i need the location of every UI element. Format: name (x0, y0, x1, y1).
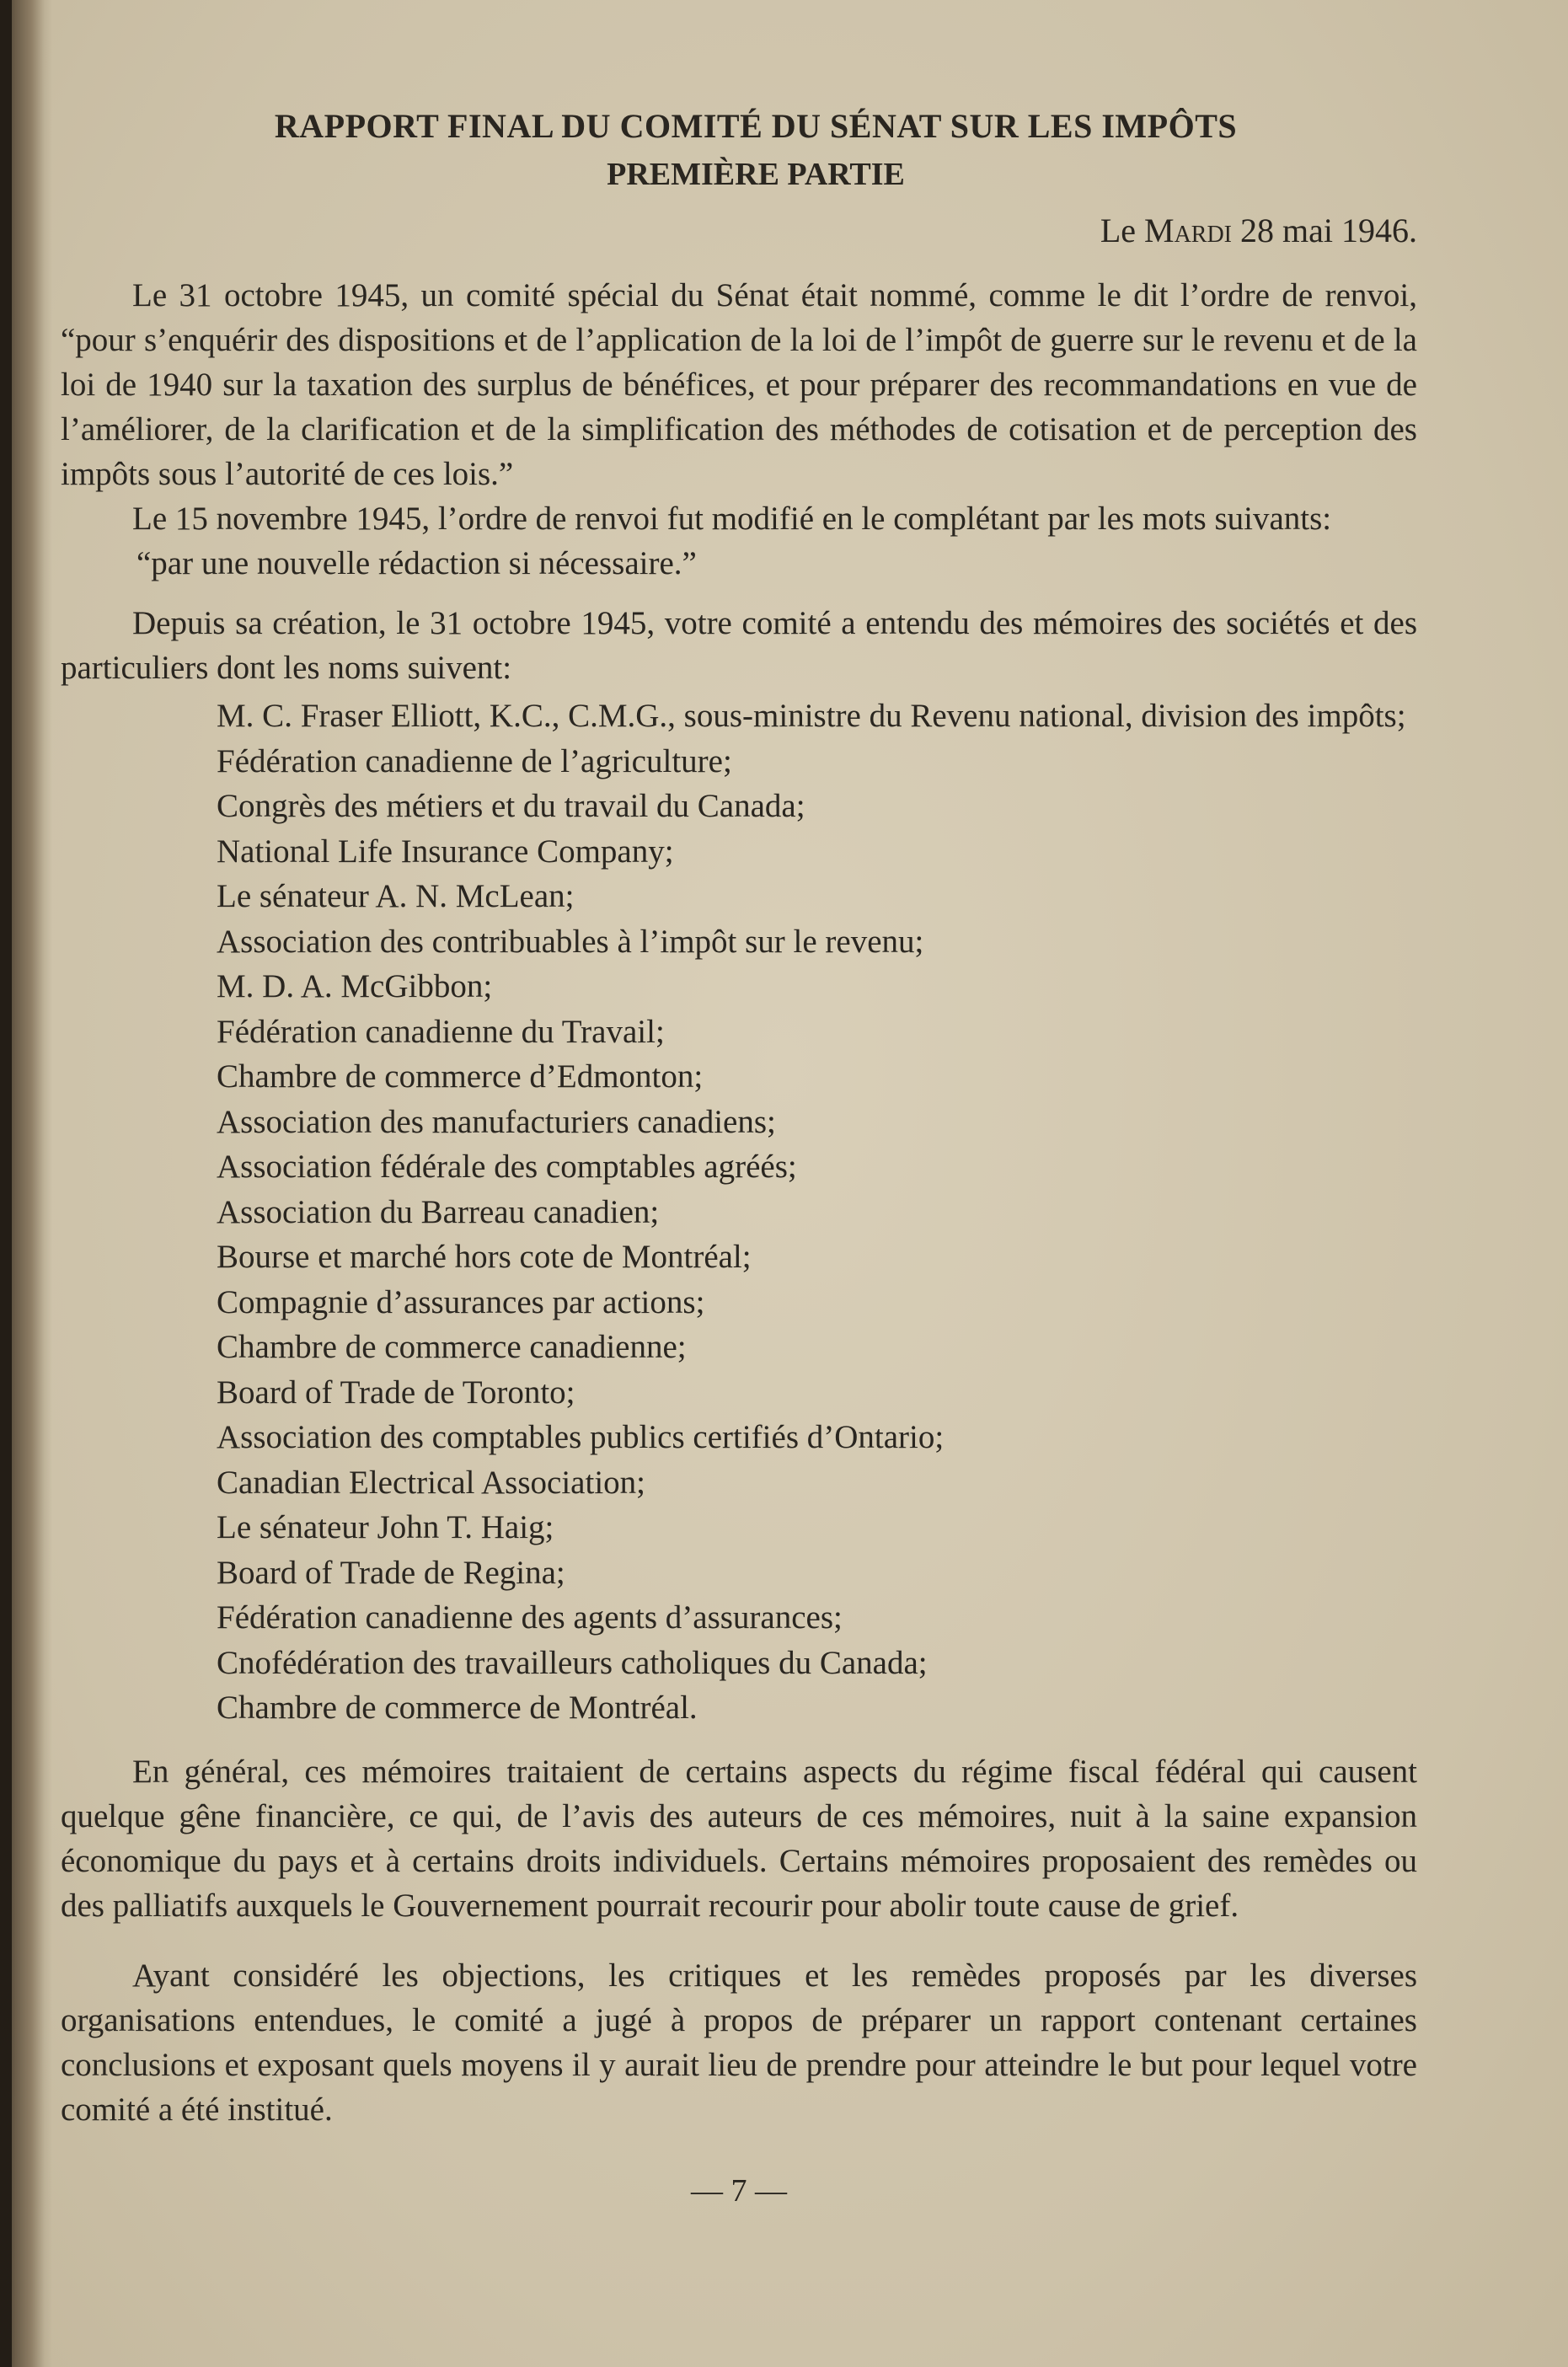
witness-list-item: Cnofédération des travailleurs catholiques du Canada; (217, 1644, 928, 1681)
dateline-prefix: Le (1100, 212, 1144, 249)
witness-list-item: Chambre de commerce d’Edmonton; (217, 1058, 704, 1095)
page-number: — 7 — (691, 2172, 787, 2209)
page-content (61, 101, 1417, 2209)
witness-list-item: Association fédérale des comptables agréés; (217, 1149, 797, 1185)
dateline-weekday: Mardi (1144, 212, 1233, 249)
witness-list-item: Fédération canadienne du Travail; (217, 1013, 665, 1050)
dateline-date: 28 mai 1946. (1232, 212, 1417, 249)
paragraph-amendment: Le 15 novembre 1945, l’ordre de renvoi fut modifié en le complétant par les mots suivants: (132, 501, 1332, 537)
witness-list-item: Association des comptables publics certifiés d’Ontario; (217, 1419, 945, 1455)
book-spine-edge (0, 0, 12, 2367)
book-binding-shadow (0, 0, 52, 2367)
witness-list-item: Compagnie d’assurances par actions; (217, 1283, 705, 1320)
witness-list-item: M. C. Fraser Elliott, K.C., C.M.G., sous-ministre du Revenu national, division des impôts; (217, 698, 1406, 734)
witness-list-item: Association du Barreau canadien; (217, 1193, 660, 1230)
witness-list (217, 693, 1417, 1731)
paragraph-order-of-reference: Le 31 octobre 1945, un comité spécial du Sénat était nommé, comme le dit l’ordre de renvoi, “pour s’enquérir des dispositions et de l’application de la loi de l’impôt de guerre sur le revenu et de la loi de 1940 sur la taxation des surplus de bénéfices, et pour préparer des recommandations en vue de l’améliorer, de la clarification et de la simplification des méthodes de cotisation et de perception des impôts sous l’autorité de ces lois.” (61, 277, 1417, 492)
witness-list-item: Board of Trade de Regina; (217, 1554, 565, 1591)
witness-list-item: Congrès des métiers et du travail du Canada; (217, 788, 805, 824)
witness-list-item: Canadian Electrical Association; (217, 1464, 645, 1501)
document-subtitle: PREMIÈRE PARTIE (607, 157, 905, 192)
dateline (61, 207, 1417, 254)
paragraph-general-summary: En général, ces mémoires traitaient de certains aspects du régime fiscal fédéral qui causent quelque gêne financière, ce qui, de l’avis des auteurs de ces mémoires, nuit à la saine expansion économique du pays et à certains droits individuels. Certains mémoires proposaient des remèdes ou des palliatifs auxquels le Gouvernement pourrait recourir pour abolir toute cause de grief. (61, 1753, 1417, 1924)
witness-list-item: Chambre de commerce de Montréal. (217, 1690, 698, 1726)
paragraph-witnesses-intro: Depuis sa création, le 31 octobre 1945, votre comité a entendu des mémoires des sociétés et des particuliers dont les noms suivent: (61, 605, 1417, 686)
witness-list-item: M. D. A. McGibbon; (217, 968, 493, 1004)
witness-list-item: Le sénateur A. N. McLean; (217, 878, 575, 914)
witness-list-item: Fédération canadienne de l’agriculture; (217, 742, 732, 779)
witness-list-item: Association des contribuables à l’impôt sur le revenu; (217, 923, 924, 960)
paragraph-conclusion: Ayant considéré les objections, les critiques et les remèdes proposés par les diverses organisations entendues, le comité a jugé à propos de préparer un rapport contenant certaines conclusions et exposant quels moyens il y aurait lieu de prendre pour atteindre le but pour lequel votre comité a été institué. (61, 1957, 1417, 2128)
witness-list-item: Fédération canadienne des agents d’assurances; (217, 1599, 843, 1636)
witness-list-item: Association des manufacturiers canadiens; (217, 1103, 776, 1140)
witness-list-item: National Life Insurance Company; (217, 833, 674, 870)
amendment-quote: “par une nouvelle rédaction si nécessaire.” (136, 545, 697, 581)
document-title: RAPPORT FINAL DU COMITÉ DU SÉNAT SUR LES IMPÔTS (274, 107, 1238, 145)
witness-list-item: Bourse et marché hors cote de Montréal; (217, 1239, 752, 1275)
witness-list-item: Board of Trade de Toronto; (217, 1374, 575, 1411)
witness-list-item: Chambre de commerce canadienne; (217, 1329, 687, 1365)
witness-list-item: Le sénateur John T. Haig; (217, 1509, 554, 1545)
